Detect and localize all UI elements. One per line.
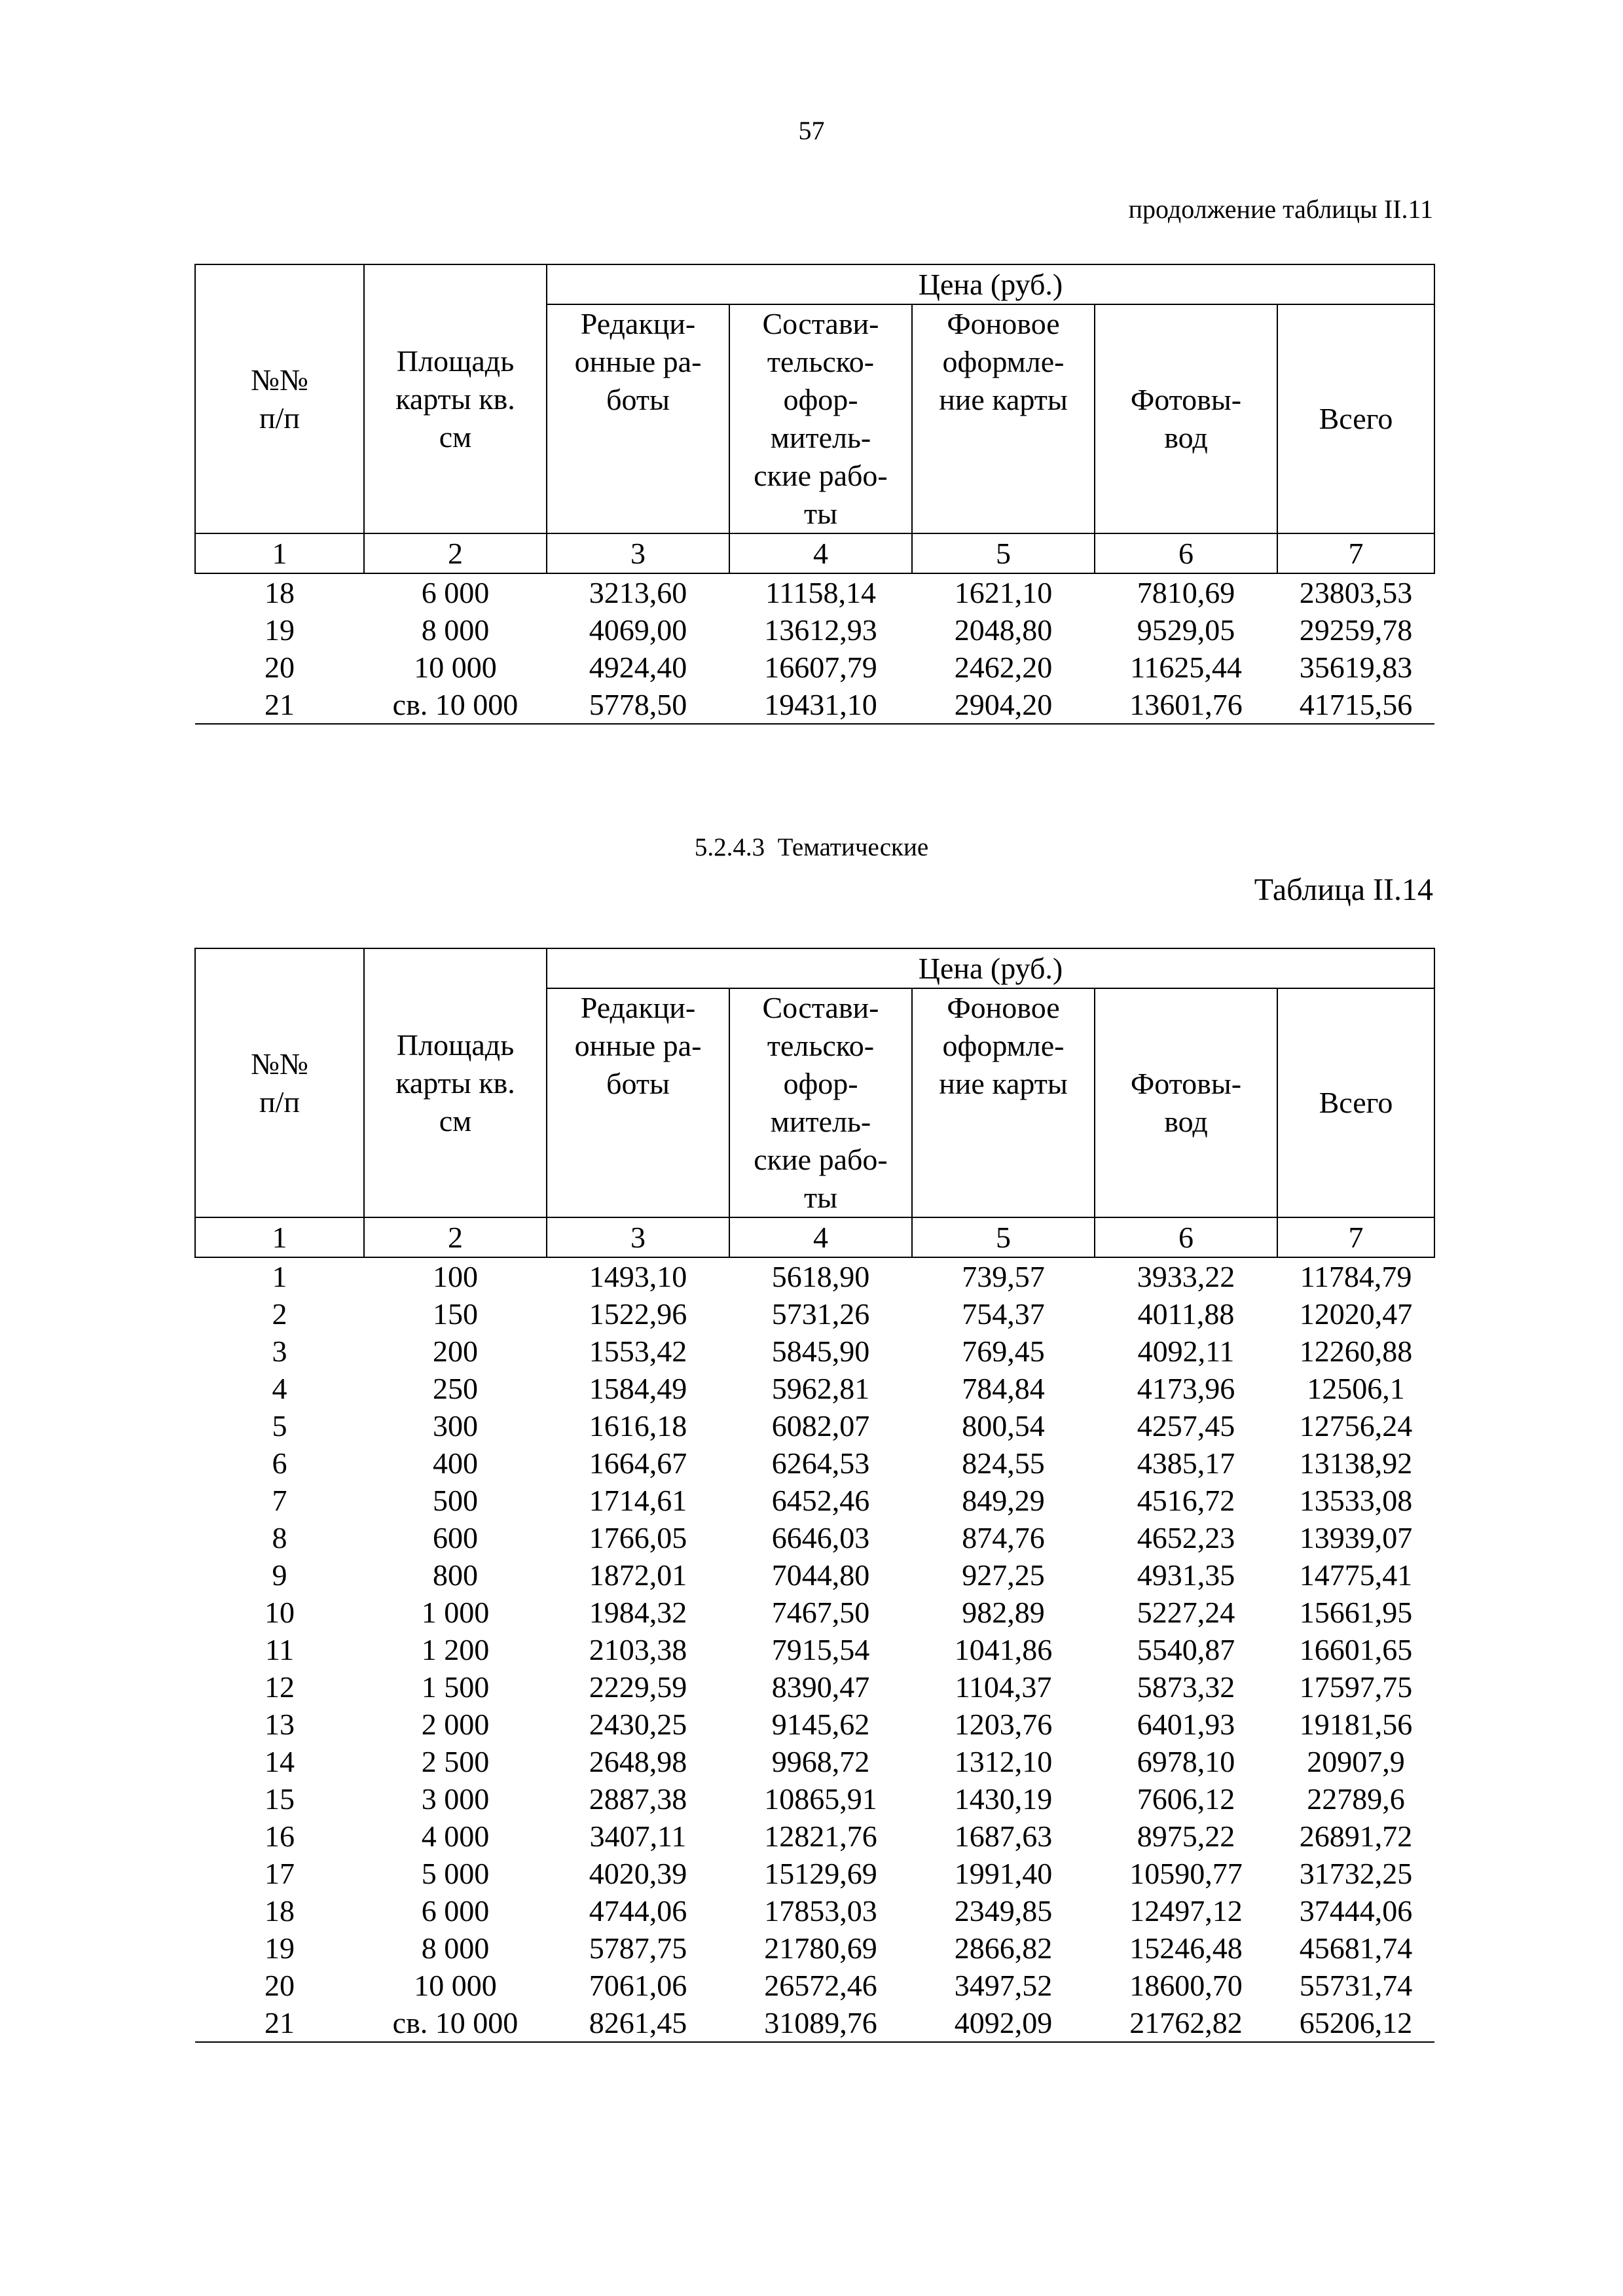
table-body (195, 573, 1434, 724)
cell-area: 500 (433, 1484, 478, 1517)
cell-editorial: 4069,00 (589, 613, 687, 647)
cell-compilation: 6646,03 (771, 1521, 870, 1554)
cell-photo-output: 7606,12 (1137, 1782, 1235, 1816)
cell-photo-output: 4516,72 (1137, 1484, 1235, 1517)
cell-area: 10 000 (414, 1969, 497, 2002)
cell-editorial: 1664,67 (589, 1446, 687, 1480)
cell-editorial: 1493,10 (589, 1260, 687, 1293)
header-editorial: Редакци- онные ра- боты (547, 304, 729, 533)
cell-background: 1203,76 (954, 1708, 1053, 1741)
cell-total: 11784,79 (1300, 1260, 1412, 1293)
cell-number: 8 (272, 1521, 287, 1554)
cell-number: 21 (195, 2004, 364, 2042)
header-number: №№ п/п (195, 264, 364, 533)
cell-photo-output: 5873,32 (1137, 1670, 1235, 1704)
cell-editorial: 4744,06 (589, 1894, 687, 1928)
cell-editorial: 5787,75 (589, 1931, 687, 1965)
cell-compilation: 5731,26 (771, 1297, 870, 1331)
page-number: 57 (798, 116, 825, 145)
column-number-row (195, 533, 1434, 573)
cell-number: 19 (264, 613, 295, 647)
cell-background: 2866,82 (954, 1931, 1053, 1965)
column-number: 3 (547, 1217, 729, 1257)
cell-compilation: 6264,53 (771, 1446, 870, 1480)
cell-area: 1 500 (421, 1670, 490, 1704)
cell-number: 7 (272, 1484, 287, 1517)
cell-photo-output: 10590,77 (1129, 1857, 1243, 1890)
cell-total: 13533,08 (1299, 1484, 1413, 1517)
column-number: 1 (195, 533, 364, 573)
table-row (195, 1780, 1434, 1818)
cell-compilation: 6452,46 (771, 1484, 870, 1517)
table-row (195, 573, 1434, 611)
price-table-thematic (194, 948, 1435, 2043)
cell-editorial: 1766,05 (589, 1521, 687, 1554)
cell-background: 1687,63 (954, 1820, 1053, 1853)
cell-area: 150 (433, 1297, 478, 1331)
table-row (195, 611, 1434, 649)
cell-compilation: 6082,07 (771, 1409, 870, 1443)
cell-photo-output: 6978,10 (1137, 1745, 1235, 1778)
header-compilation: Состави- тельско- офор- митель- ские рабо- ты (729, 304, 912, 533)
cell-photo-output: 8975,22 (1137, 1820, 1235, 1853)
cell-compilation: 26572,46 (764, 1969, 877, 2002)
cell-photo-output: 4385,17 (1137, 1446, 1235, 1480)
table-row (195, 1370, 1434, 1407)
cell-area: 400 (433, 1446, 478, 1480)
cell-number: 19 (264, 1931, 295, 1965)
cell-area: 1 000 (421, 1596, 490, 1629)
cell-photo-output: 4011,88 (1137, 1297, 1235, 1331)
cell-editorial: 2229,59 (589, 1670, 687, 1704)
cell-background: 739,57 (962, 1260, 1045, 1293)
header-editorial: Редакци- онные ра- боты (547, 988, 729, 1217)
header-price: Цена (руб.) (547, 948, 1434, 988)
cell-background: 2904,20 (912, 686, 1095, 724)
table-row (195, 1556, 1434, 1594)
table-row (195, 1444, 1434, 1482)
cell-area: 300 (433, 1409, 478, 1443)
cell-editorial: 4924,40 (589, 651, 687, 684)
cell-area: 4 000 (421, 1820, 490, 1853)
cell-editorial: 3213,60 (589, 576, 687, 609)
cell-compilation: 9968,72 (771, 1745, 870, 1778)
cell-background: 824,55 (962, 1446, 1045, 1480)
cell-area: 250 (433, 1372, 478, 1405)
cell-compilation: 10865,91 (764, 1782, 877, 1816)
cell-number: 20 (264, 651, 295, 684)
header-total: Всего (1277, 304, 1434, 533)
column-number: 7 (1277, 533, 1434, 573)
cell-number: 6 (272, 1446, 287, 1480)
cell-editorial: 8261,45 (547, 2004, 729, 2042)
cell-compilation: 11158,14 (765, 576, 877, 609)
cell-total: 35619,83 (1299, 651, 1413, 684)
cell-background: 1104,37 (955, 1670, 1052, 1704)
header-photo-output: Фотовы- вод (1095, 304, 1277, 533)
table-row (195, 1295, 1434, 1333)
table-caption: Таблица II.14 (1254, 872, 1433, 907)
table-row (195, 1929, 1434, 1967)
cell-total: 20907,9 (1307, 1745, 1405, 1778)
cell-photo-output: 12497,12 (1129, 1894, 1243, 1928)
cell-number: 1 (272, 1260, 287, 1293)
table-row (195, 1333, 1434, 1370)
cell-number: 4 (272, 1372, 287, 1405)
table-row (195, 1855, 1434, 1892)
cell-number: 11 (264, 1633, 295, 1666)
cell-total: 26891,72 (1299, 1820, 1413, 1853)
cell-editorial: 7061,06 (589, 1969, 687, 2002)
cell-area: 1 200 (421, 1633, 490, 1666)
cell-compilation: 7044,80 (771, 1558, 870, 1592)
cell-photo-output: 5540,87 (1137, 1633, 1235, 1666)
table-row (195, 2004, 1434, 2042)
cell-number: 18 (264, 576, 295, 609)
cell-number: 18 (264, 1894, 295, 1928)
column-number: 4 (729, 1217, 912, 1257)
cell-area: 2 000 (421, 1708, 490, 1741)
header-background: Фоновое оформле- ние карты (912, 304, 1095, 533)
cell-editorial: 1553,42 (589, 1335, 687, 1368)
cell-number: 2 (272, 1297, 287, 1331)
cell-editorial: 1984,32 (589, 1596, 687, 1629)
cell-editorial: 1714,61 (589, 1484, 687, 1517)
header-price: Цена (руб.) (547, 264, 1434, 304)
cell-photo-output: 21762,82 (1095, 2004, 1277, 2042)
table-continuation-caption: продолжение таблицы II.11 (1128, 194, 1433, 224)
table-row (195, 1743, 1434, 1780)
column-number: 5 (912, 1217, 1095, 1257)
cell-background: 1312,10 (954, 1745, 1053, 1778)
column-number: 5 (912, 533, 1095, 573)
cell-photo-output: 9529,05 (1137, 613, 1235, 647)
header-area: Площадь карты кв. см (364, 948, 547, 1217)
table-row (195, 1519, 1434, 1556)
cell-photo-output: 18600,70 (1129, 1969, 1243, 2002)
cell-area: 10 000 (414, 651, 497, 684)
cell-background: 1430,19 (954, 1782, 1053, 1816)
cell-background: 800,54 (962, 1409, 1045, 1443)
cell-number: 15 (264, 1782, 295, 1816)
cell-editorial: 4020,39 (589, 1857, 687, 1890)
cell-background: 1621,10 (954, 576, 1053, 609)
table-row (195, 1967, 1434, 2004)
table-row (195, 1818, 1434, 1855)
cell-area: 8 000 (421, 1931, 490, 1965)
cell-background: 2048,80 (954, 613, 1053, 647)
cell-compilation: 15129,69 (764, 1857, 877, 1890)
cell-compilation: 5962,81 (771, 1372, 870, 1405)
cell-background: 3497,52 (954, 1969, 1053, 2002)
table-row (195, 1892, 1434, 1929)
cell-photo-output: 7810,69 (1137, 576, 1235, 609)
cell-background: 927,25 (962, 1558, 1045, 1592)
cell-total: 12260,88 (1299, 1335, 1413, 1368)
cell-area: 5 000 (421, 1857, 490, 1890)
table-row (195, 1407, 1434, 1444)
cell-total: 37444,06 (1299, 1894, 1413, 1928)
cell-total: 17597,75 (1299, 1670, 1413, 1704)
cell-number: 10 (264, 1596, 295, 1629)
cell-photo-output: 5227,24 (1137, 1596, 1235, 1629)
header-background: Фоновое оформле- ние карты (912, 988, 1095, 1217)
cell-compilation: 16607,79 (764, 651, 877, 684)
cell-number: 12 (264, 1670, 295, 1704)
cell-compilation: 19431,10 (729, 686, 912, 724)
cell-compilation: 17853,03 (764, 1894, 877, 1928)
cell-editorial: 1584,49 (589, 1372, 687, 1405)
table-body (195, 1257, 1434, 2042)
cell-total: 12506,1 (1307, 1372, 1405, 1405)
cell-photo-output: 3933,22 (1137, 1260, 1235, 1293)
cell-total: 29259,78 (1299, 613, 1413, 647)
cell-total: 31732,25 (1299, 1857, 1413, 1890)
cell-compilation: 9145,62 (771, 1708, 870, 1741)
cell-total: 22789,6 (1307, 1782, 1405, 1816)
cell-background: 754,37 (962, 1297, 1045, 1331)
cell-area: св. 10 000 (364, 686, 547, 724)
cell-photo-output: 4257,45 (1137, 1409, 1235, 1443)
cell-number: 14 (264, 1745, 295, 1778)
cell-background: 2349,85 (954, 1894, 1053, 1928)
cell-background: 1041,86 (954, 1633, 1053, 1666)
cell-photo-output: 11625,44 (1130, 651, 1242, 684)
cell-editorial: 1616,18 (589, 1409, 687, 1443)
header-area: Площадь карты кв. см (364, 264, 547, 533)
cell-area: 100 (433, 1260, 478, 1293)
cell-total: 19181,56 (1299, 1708, 1413, 1741)
column-number: 1 (195, 1217, 364, 1257)
cell-compilation: 13612,93 (764, 613, 877, 647)
cell-editorial: 2103,38 (589, 1633, 687, 1666)
cell-photo-output: 4092,11 (1137, 1335, 1235, 1368)
cell-total: 13939,07 (1299, 1521, 1413, 1554)
column-number: 2 (364, 1217, 547, 1257)
cell-photo-output: 4652,23 (1137, 1521, 1235, 1554)
cell-total: 45681,74 (1299, 1931, 1413, 1965)
cell-area: 800 (433, 1558, 478, 1592)
cell-photo-output: 4173,96 (1137, 1372, 1235, 1405)
cell-total: 12756,24 (1299, 1409, 1413, 1443)
cell-background: 1991,40 (954, 1857, 1053, 1890)
cell-number: 17 (264, 1857, 295, 1890)
cell-compilation: 5845,90 (771, 1335, 870, 1368)
cell-area: 3 000 (421, 1782, 490, 1816)
cell-area: 8 000 (421, 613, 490, 647)
header-total: Всего (1277, 988, 1434, 1217)
table-row (195, 1482, 1434, 1519)
header-photo-output: Фотовы- вод (1095, 988, 1277, 1217)
column-number: 6 (1095, 1217, 1277, 1257)
column-number-row (195, 1217, 1434, 1257)
cell-compilation: 8390,47 (771, 1670, 870, 1704)
column-number: 4 (729, 533, 912, 573)
cell-editorial: 2430,25 (589, 1708, 687, 1741)
cell-number: 20 (264, 1969, 295, 2002)
table-row (195, 1706, 1434, 1743)
cell-number: 16 (264, 1820, 295, 1853)
cell-compilation: 7915,54 (771, 1633, 870, 1666)
cell-editorial: 2648,98 (589, 1745, 687, 1778)
cell-area: св. 10 000 (364, 2004, 547, 2042)
price-table-continued (194, 264, 1435, 725)
cell-number: 5 (272, 1409, 287, 1443)
column-number: 2 (364, 533, 547, 573)
cell-number: 9 (272, 1558, 287, 1592)
cell-compilation: 31089,76 (729, 2004, 912, 2042)
cell-editorial: 1872,01 (589, 1558, 687, 1592)
header-compilation: Состави- тельско- офор- митель- ские рабо- ты (729, 988, 912, 1217)
column-number: 7 (1277, 1217, 1434, 1257)
column-number: 3 (547, 533, 729, 573)
cell-photo-output: 4931,35 (1137, 1558, 1235, 1592)
cell-photo-output: 6401,93 (1137, 1708, 1235, 1741)
cell-total: 16601,65 (1299, 1633, 1413, 1666)
table-row (195, 1668, 1434, 1706)
cell-editorial: 3407,11 (589, 1820, 687, 1853)
header-number: №№ п/п (195, 948, 364, 1217)
column-number: 6 (1095, 533, 1277, 573)
cell-number: 13 (264, 1708, 295, 1741)
cell-compilation: 5618,90 (771, 1260, 870, 1293)
cell-area: 2 500 (421, 1745, 490, 1778)
cell-total: 12020,47 (1299, 1297, 1413, 1331)
cell-total: 13138,92 (1299, 1446, 1413, 1480)
cell-number: 21 (195, 686, 364, 724)
cell-background: 982,89 (962, 1596, 1045, 1629)
table-row (195, 649, 1434, 686)
cell-total: 15661,95 (1299, 1596, 1413, 1629)
cell-number: 3 (272, 1335, 287, 1368)
cell-editorial: 5778,50 (547, 686, 729, 724)
cell-compilation: 7467,50 (771, 1596, 870, 1629)
cell-background: 784,84 (962, 1372, 1045, 1405)
cell-background: 874,76 (962, 1521, 1045, 1554)
cell-total: 55731,74 (1299, 1969, 1413, 2002)
cell-photo-output: 13601,76 (1095, 686, 1277, 724)
cell-total: 41715,56 (1277, 686, 1434, 724)
cell-total: 65206,12 (1277, 2004, 1434, 2042)
cell-total: 14775,41 (1299, 1558, 1413, 1592)
section-heading: 5.2.4.3 Тематические (694, 833, 929, 861)
cell-photo-output: 15246,48 (1129, 1931, 1243, 1965)
table-row (195, 1257, 1434, 1295)
cell-background: 2462,20 (954, 651, 1053, 684)
cell-area: 6 000 (421, 1894, 490, 1928)
table-row (195, 686, 1434, 724)
cell-editorial: 2887,38 (589, 1782, 687, 1816)
cell-compilation: 21780,69 (764, 1931, 877, 1965)
cell-area: 600 (433, 1521, 478, 1554)
table-row (195, 1594, 1434, 1631)
table-row (195, 1631, 1434, 1668)
cell-compilation: 12821,76 (764, 1820, 877, 1853)
cell-total: 23803,53 (1299, 576, 1413, 609)
cell-background: 769,45 (962, 1335, 1045, 1368)
cell-editorial: 1522,96 (589, 1297, 687, 1331)
cell-background: 4092,09 (912, 2004, 1095, 2042)
cell-area: 6 000 (421, 576, 490, 609)
cell-area: 200 (433, 1335, 478, 1368)
cell-background: 849,29 (962, 1484, 1045, 1517)
